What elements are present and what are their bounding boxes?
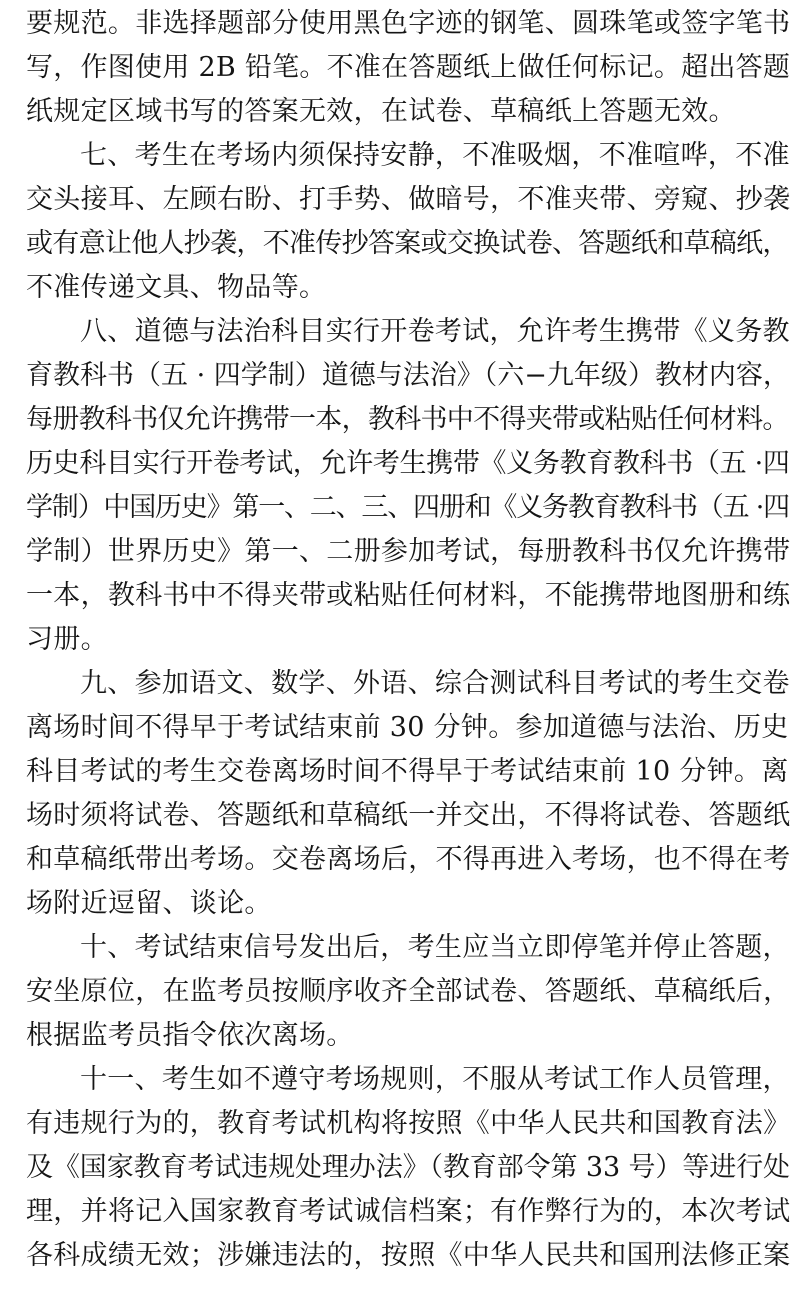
text-line: 习册。: [26, 624, 108, 655]
text-line: 理，并将记入国家教育考试诚信档案；有作弊行为的，本次考试: [26, 1196, 791, 1227]
text-line: 安坐原位，在监考员按顺序收齐全部试卷、答题纸、草稿纸后，: [26, 976, 791, 1007]
text-line: 不准传递文具、物品等。: [26, 272, 327, 303]
paragraph-11-first-line: 十一、考生如不遵守考场规则，不服从考试工作人员管理，: [80, 1064, 790, 1095]
text-line: 场时须将试卷、答题纸和草稿纸一并交出，不得将试卷、答题纸: [26, 800, 791, 831]
text-line: 离场时间不得早于考试结束前 30 分钟。参加道德与法治、历史: [26, 712, 789, 743]
text-line: 根据监考员指令依次离场。: [26, 1020, 354, 1051]
paragraph-8-first-line: 八、道德与法治科目实行开卷考试，允许考生携带《义务教: [80, 316, 790, 347]
text-line: 育教科书（五 · 四学制）道德与法治》（六−九年级）教材内容，: [26, 360, 790, 391]
text-line: 学制）中国历史》第一、二、三、四册和《义务教育教科书（五 ·四: [26, 492, 789, 523]
text-line: 交头接耳、左顾右盼、打手势、做暗号，不准夹带、旁窥、抄袭: [26, 184, 791, 215]
text-line: 学制）世界历史》第一、二册参加考试，每册教科书仅允许携带: [26, 536, 791, 567]
text-line: 一本，教科书中不得夹带或粘贴任何材料，不能携带地图册和练: [26, 580, 791, 611]
text-line: 写，作图使用 2B 铅笔。不准在答题纸上做任何标记。超出答题: [26, 52, 791, 83]
text-line: 纸规定区域书写的答案无效，在试卷、草稿纸上答题无效。: [26, 96, 736, 127]
text-line: 有违规行为的，教育考试机构将按照《中华人民共和国教育法》: [26, 1108, 791, 1139]
text-line: 每册教科书仅允许携带一本，教科书中不得夹带或粘贴任何材料。: [26, 404, 789, 435]
text-line: 科目考试的考生交卷离场时间不得早于考试结束前 10 分钟。离: [26, 756, 789, 787]
paragraph-9-first-line: 九、参加语文、数学、外语、综合测试科目考试的考生交卷: [80, 668, 790, 699]
paragraph-7-first-line: 七、考生在考场内须保持安静，不准吸烟，不准喧哗，不准: [80, 140, 790, 171]
text-line: 和草稿纸带出考场。交卷离场后，不得再进入考场，也不得在考: [26, 844, 791, 875]
text-line: 历史科目实行开卷考试，允许考生携带《义务教育教科书（五 ·四: [26, 448, 790, 479]
paragraph-10-first-line: 十、考试结束信号发出后，考生应当立即停笔并停止答题，: [80, 932, 790, 963]
text-line: 及《国家教育考试违规处理办法》（教育部令第 33 号）等进行处: [26, 1152, 790, 1183]
text-line: 场附近逗留、谈论。: [26, 888, 272, 919]
text-line: 要规范。非选择题部分使用黑色字迹的钢笔、圆珠笔或签字笔书: [26, 8, 791, 39]
text-line: 各科成绩无效；涉嫌违法的，按照《中华人民共和国刑法修正案: [26, 1240, 791, 1271]
text-line: 或有意让他人抄袭，不准传抄答案或交换试卷、答题纸和草稿纸，: [26, 228, 789, 259]
